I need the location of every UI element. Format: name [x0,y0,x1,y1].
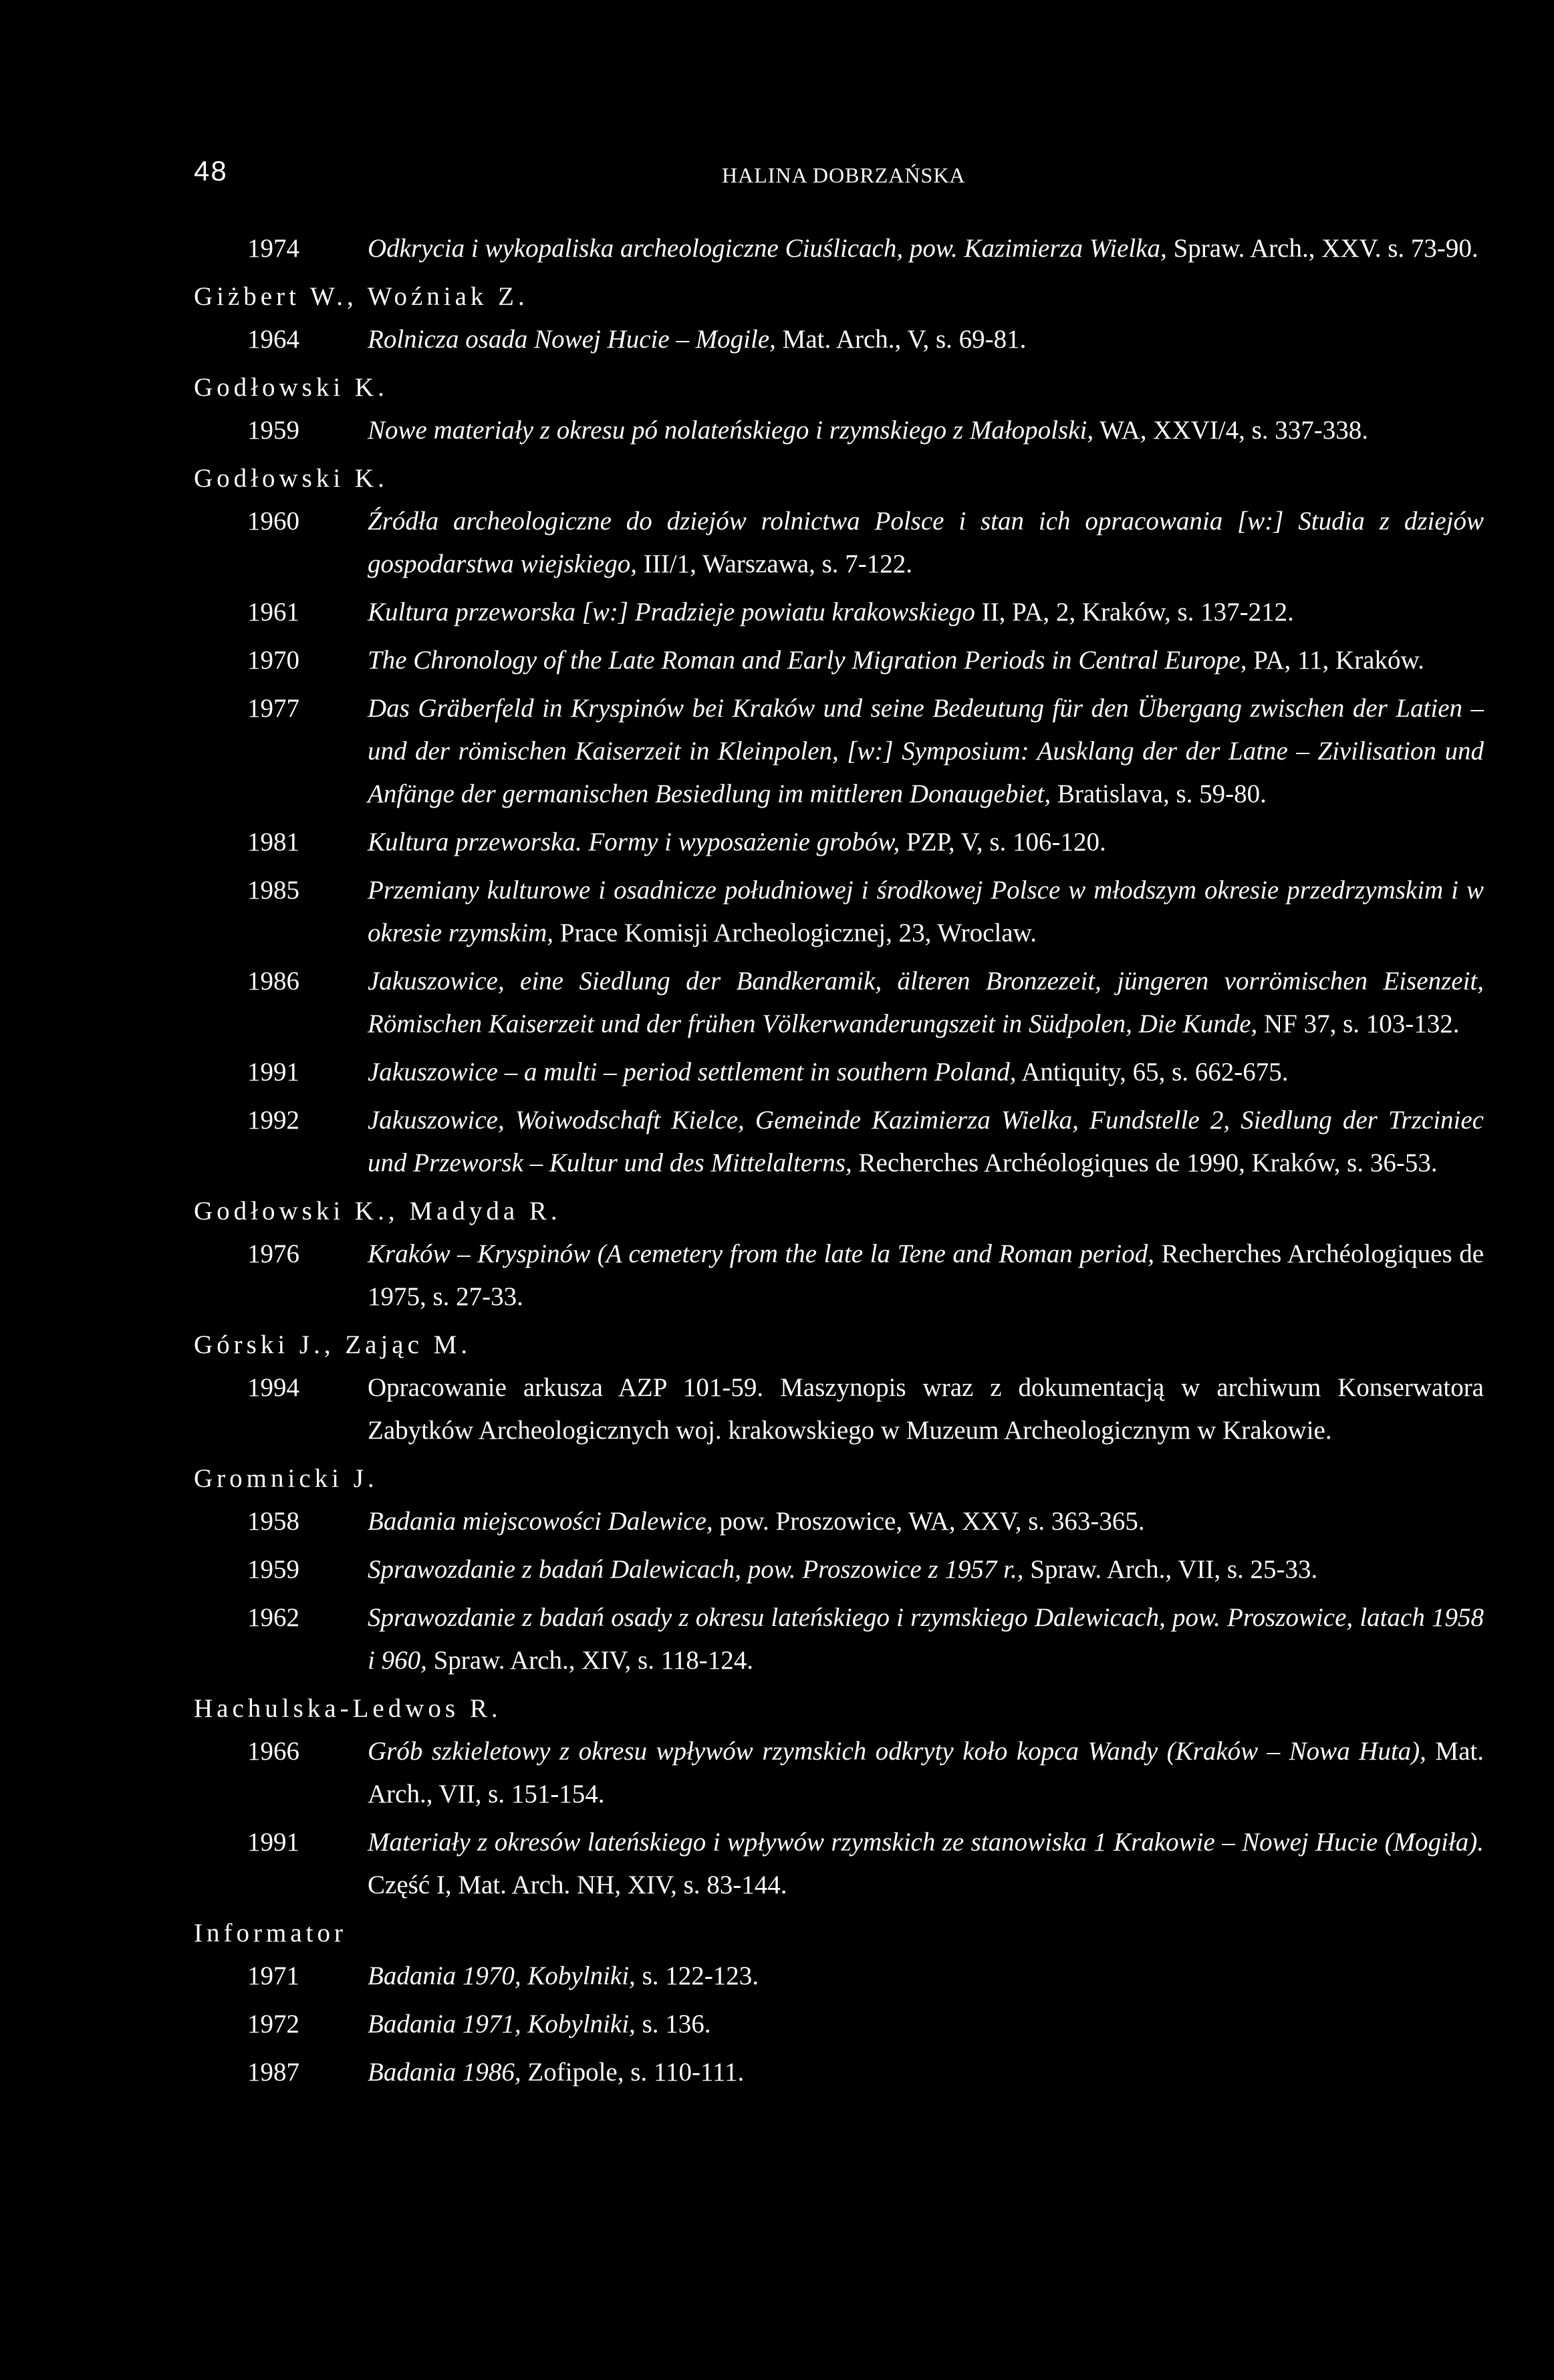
entry-reference [368,1955,1484,1998]
entry-title: Grób szkieletowy z okresu wpływów rzymskich odkryty koło kopca Wandy (Kraków – Nowa Huta), [368,1737,1426,1766]
entry-year: 1972 [247,2010,299,2038]
entry-title: Odkrycia i wykopaliska archeologiczne Ciuślicach, pow. Kazimierza Wielka, [368,234,1167,263]
entry-year: 1992 [247,1106,299,1135]
entry-publication: PA, 11, Kraków. [1253,646,1424,675]
entry-publication: Mat. Arch., V, s. 69-81. [782,325,1027,354]
entry-title: Badania 1986, [368,2058,521,2087]
entry-reference [368,1233,1484,1318]
entry-year: 1976 [247,1239,299,1268]
entry-publication: II, PA, 2, Kraków, s. 137-212. [981,598,1294,626]
entry-title: Badania miejscowości Dalewice, [368,1507,713,1536]
entry-reference [368,409,1484,452]
entry-year: 1977 [247,694,299,723]
bibliography-entry [194,1955,1484,1998]
entry-reference [368,591,1484,634]
entry-publication: Antiquity, 65, s. 662-675. [1021,1058,1289,1086]
entry-reference [368,227,1484,270]
entry-reference [368,687,1484,816]
entry-reference [368,1548,1484,1591]
bibliography-entry [194,2003,1484,2046]
entry-title: Kultura przeworska [w:] Pradzieje powiatu krakowskiego [368,598,975,626]
entry-publication: s. 136. [642,2010,711,2038]
entry-reference [368,639,1484,682]
entry-publication: Część I, Mat. Arch. NH, XIV, s. 83-144. [368,1871,787,1899]
entry-reference [368,960,1484,1046]
entry-reference [368,869,1484,955]
author-heading: Godłowski K., Madyda R. [194,1197,561,1225]
bibliography-entry [194,2051,1484,2094]
bibliography-entry [194,591,1484,634]
entry-reference [368,821,1484,864]
entry-title: Das Gräberfeld in Kryspinów bei Kraków und seine Bedeutung für den Übergang zwischen der Latien – und der römischen Kaiserzeit in Kleinpolen, [w:] Symposium: Ausklang der der Latne – Zivilisation und Anfänge der germanischen Besiedlung im mittleren Donaugebiet, [368,694,1484,808]
bibliography-entry [194,1366,1484,1452]
entry-reference [368,1099,1484,1185]
bibliography-entry [194,1730,1484,1816]
entry-publication: Bratislava, s. 59-80. [1057,780,1267,808]
entry-year: 1994 [247,1373,299,1402]
page-number: 48 [194,155,228,187]
entry-title: Kraków – Kryspinów (A cemetery from the late la Tene and Roman period, [368,1239,1155,1268]
entry-publication: Prace Komisji Archeologicznej, 23, Wroclaw. [559,919,1037,947]
entry-publication: WA, XXVI/4, s. 337-338. [1099,416,1369,445]
entry-title: Kultura przeworska. Formy i wyposażenie grobów, [368,828,900,856]
entry-reference [368,1500,1484,1543]
entry-publication: Spraw. Arch., XXV. s. 73-90. [1173,234,1478,263]
author-heading: Gromnicki J. [194,1464,378,1493]
entry-year: 1959 [247,1555,299,1584]
entry-title: Sprawozdanie z badań Dalewicach, pow. Proszowice z 1957 r., [368,1555,1024,1584]
entry-publication: Mat. Arch., VII, s. 151-154. [368,1737,1484,1808]
entry-reference [368,1051,1484,1094]
entry-title: The Chronology of the Late Roman and Early Migration Periods in Central Europe, [368,646,1247,675]
entry-publication: Recherches Archéologiques de 1975, s. 27-33. [368,1239,1484,1311]
bibliography-entry [194,960,1484,1046]
entry-title: Badania 1971, Kobylniki, [368,2010,636,2038]
page-header [194,155,1353,195]
author-heading: Godłowski K. [194,464,388,493]
author-heading: Godłowski K. [194,373,388,402]
entry-title: Sprawozdanie z badań osady z okresu lateńskiego i rzymskiego Dalewicach, pow. Proszowice, latach 1958 i 960, [368,1603,1484,1675]
bibliography-list [194,227,1484,2099]
entry-title: Źródła archeologiczne do dziejów rolnictwa Polsce i stan ich opracowania [w:] Studia z dziejów gospodarstwa wiejskiego, [368,507,1484,578]
entry-year: 1986 [247,967,299,995]
entry-title: Nowe materiały z okresu pó nolateńskiego i rzymskiego z Małopolski, [368,416,1094,445]
bibliography-entry [194,1548,1484,1591]
entry-year: 1985 [247,876,299,905]
entry-title: Rolnicza osada Nowej Hucie – Mogile, [368,325,776,354]
entry-publication: NF 37, s. 103-132. [1264,1009,1460,1038]
entry-year: 1964 [247,325,299,354]
entry-reference [368,1730,1484,1816]
entry-title: Jakuszowice, Woiwodschaft Kielce, Gemeinde Kazimierza Wielka, Fundstelle 2, Siedlung der Trzciniec und Przeworsk – Kultur und des Mittelalterns, [368,1106,1484,1177]
entry-reference [368,1596,1484,1682]
entry-publication: Opracowanie arkusza AZP 101-59. Maszynopis wraz z dokumentacją w archiwum Konserwatora Zabytków Archeologicznych woj. krakowskiego w Muzeum Archeologicznym w Krakowie. [368,1373,1484,1445]
bibliography-entry [194,1233,1484,1318]
entry-reference [368,318,1484,361]
entry-reference [368,2051,1484,2094]
entry-title: Badania 1970, Kobylniki, [368,1961,636,1990]
entry-publication: PZP, V, s. 106-120. [906,828,1106,856]
bibliography-entry [194,1821,1484,1907]
entry-publication: s. 122-123. [642,1961,759,1990]
entry-year: 1958 [247,1507,299,1536]
entry-year: 1959 [247,416,299,445]
entry-publication: Spraw. Arch., XIV, s. 118-124. [433,1646,754,1675]
entry-year: 1991 [247,1828,299,1857]
entry-year: 1991 [247,1058,299,1086]
bibliography-entry [194,1596,1484,1682]
entry-title: Materiały z okresów lateńskiego i wpływów rzymskich ze stanowiska 1 Krakowie – Nowej Hucie (Mogiła). [368,1828,1484,1857]
entry-reference [368,500,1484,586]
bibliography-entry [194,1500,1484,1543]
author-heading: Informator [194,1919,347,1947]
author-heading: Górski J., Zając M. [194,1330,472,1359]
bibliography-entry [194,227,1484,270]
bibliography-entry [194,687,1484,816]
entry-year: 1970 [247,646,299,675]
entry-reference [368,2003,1484,2046]
entry-year: 1974 [247,234,299,263]
entry-reference [368,1366,1484,1452]
entry-publication: pow. Proszowice, WA, XXV, s. 363-365. [719,1507,1145,1536]
entry-title: Jakuszowice, eine Siedlung der Bandkeramik, älteren Bronzezeit, jüngeren vorrömischen Eisenzeit, Römischen Kaiserzeit und der frühen Völkerwanderungszeit in Südpolen, Die Kunde, [368,967,1484,1038]
entry-publication: Spraw. Arch., VII, s. 25-33. [1030,1555,1318,1584]
entry-year: 1987 [247,2058,299,2087]
bibliography-entry [194,821,1484,864]
bibliography-entry [194,318,1484,361]
bibliography-entry [194,1099,1484,1185]
bibliography-entry [194,869,1484,955]
entry-publication: III/1, Warszawa, s. 7-122. [643,550,913,578]
running-head: HALINA DOBRZAŃSKA [722,163,966,187]
entry-reference [368,1821,1484,1907]
entry-publication: Recherches Archéologiques de 1990, Kraków, s. 36-53. [858,1149,1438,1177]
bibliography-entry [194,500,1484,586]
bibliography-entry [194,1051,1484,1094]
author-heading: Hachulska-Ledwos R. [194,1694,502,1723]
author-heading: Giżbert W., Woźniak Z. [194,282,529,311]
entry-year: 1960 [247,507,299,536]
entry-publication: Zofipole, s. 110-111. [527,2058,745,2087]
entry-year: 1966 [247,1737,299,1766]
entry-title: Przemiany kulturowe i osadnicze południowej i środkowej Polsce w młodszym okresie przedrzymskim i w okresie rzymskim, [368,876,1484,947]
entry-year: 1962 [247,1603,299,1632]
entry-year: 1971 [247,1961,299,1990]
entry-year: 1981 [247,828,299,856]
entry-year: 1961 [247,598,299,626]
bibliography-entry [194,409,1484,452]
bibliography-entry [194,639,1484,682]
entry-title: Jakuszowice – a multi – period settlement in southern Poland, [368,1058,1017,1086]
